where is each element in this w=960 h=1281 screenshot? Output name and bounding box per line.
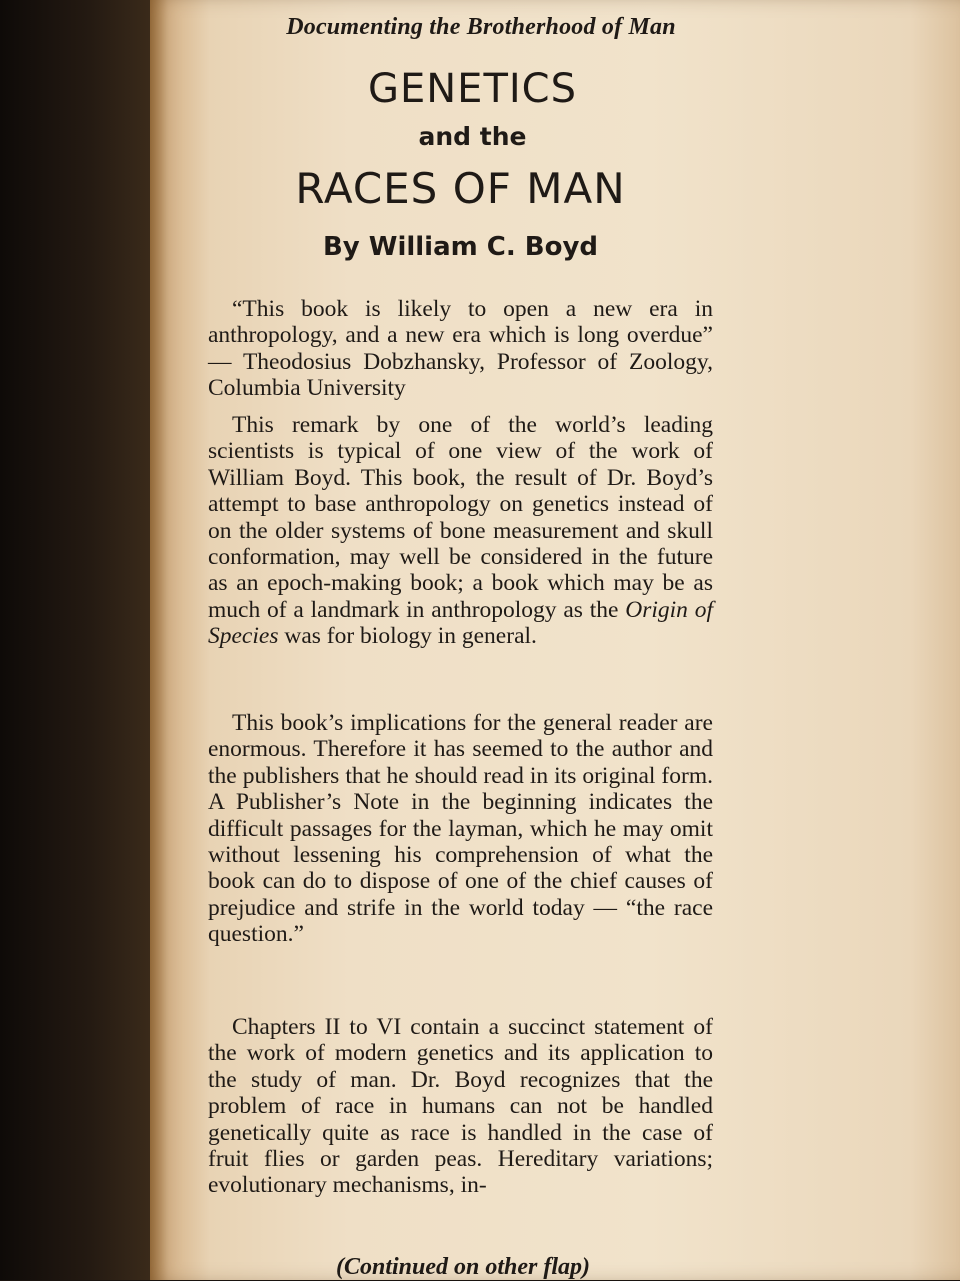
endorsement-quote-text: “This book is likely to open a new era in anthropology, and a new era which is long overdue” — Theodosius Dobzhansky, Professor of Zoology, Columbia University [208,296,713,402]
book-title-line-1: GENETICS [367,66,577,112]
paragraph-1-text-b: was for biology in general. [278,623,537,650]
series-title: Documenting the Brotherhood of Man [286,14,676,40]
author-byline: By William C. Boyd [322,232,599,262]
book-title-line-2: and the [418,122,527,151]
paragraph-1 [208,412,713,650]
endorsement-quote [208,296,713,402]
continued-note: (Continued on other flap) [335,1254,591,1280]
book-jacket-flap [150,0,960,1280]
paragraph-2-text: This book’s implications for the general reader are enormous. Therefore it has seemed to the author and the publishers that he should read in its original form. A Publisher’s Note in the beginning indicates the difficult passages for the layman, which he may omit without lessening his comprehension of what the book can do to dispose of one of the chief causes of prejudice and strife in the world today — “the race question.” [208,710,713,948]
paragraph-1-text-a: This remark by one of the world’s leading scientists is typical of one view of the work of William Boyd. This book, the result of Dr. Boyd’s attempt to base anthropology on genetics instead of on the older systems of bone measurement and skull conformation, may well be considered in the future as an epoch-making book; a book which may be as much of a landmark in anthropology as the [208,412,713,623]
paragraph-3-text: Chapters II to VI contain a succinct statement of the work of modern genetics and its application to the study of man. Dr. Boyd recognizes that the problem of race in humans can not be handled genetically quite as race is handled in the case of fruit flies or garden peas. Hereditary variations; evolutionary mechanisms, in- [208,1014,713,1199]
book-title-line-3: RACES OF MAN [295,164,626,213]
book-reference-italic: Origin of Species [208,596,713,650]
paragraph-3 [208,1014,713,1199]
paragraph-2 [208,710,713,948]
